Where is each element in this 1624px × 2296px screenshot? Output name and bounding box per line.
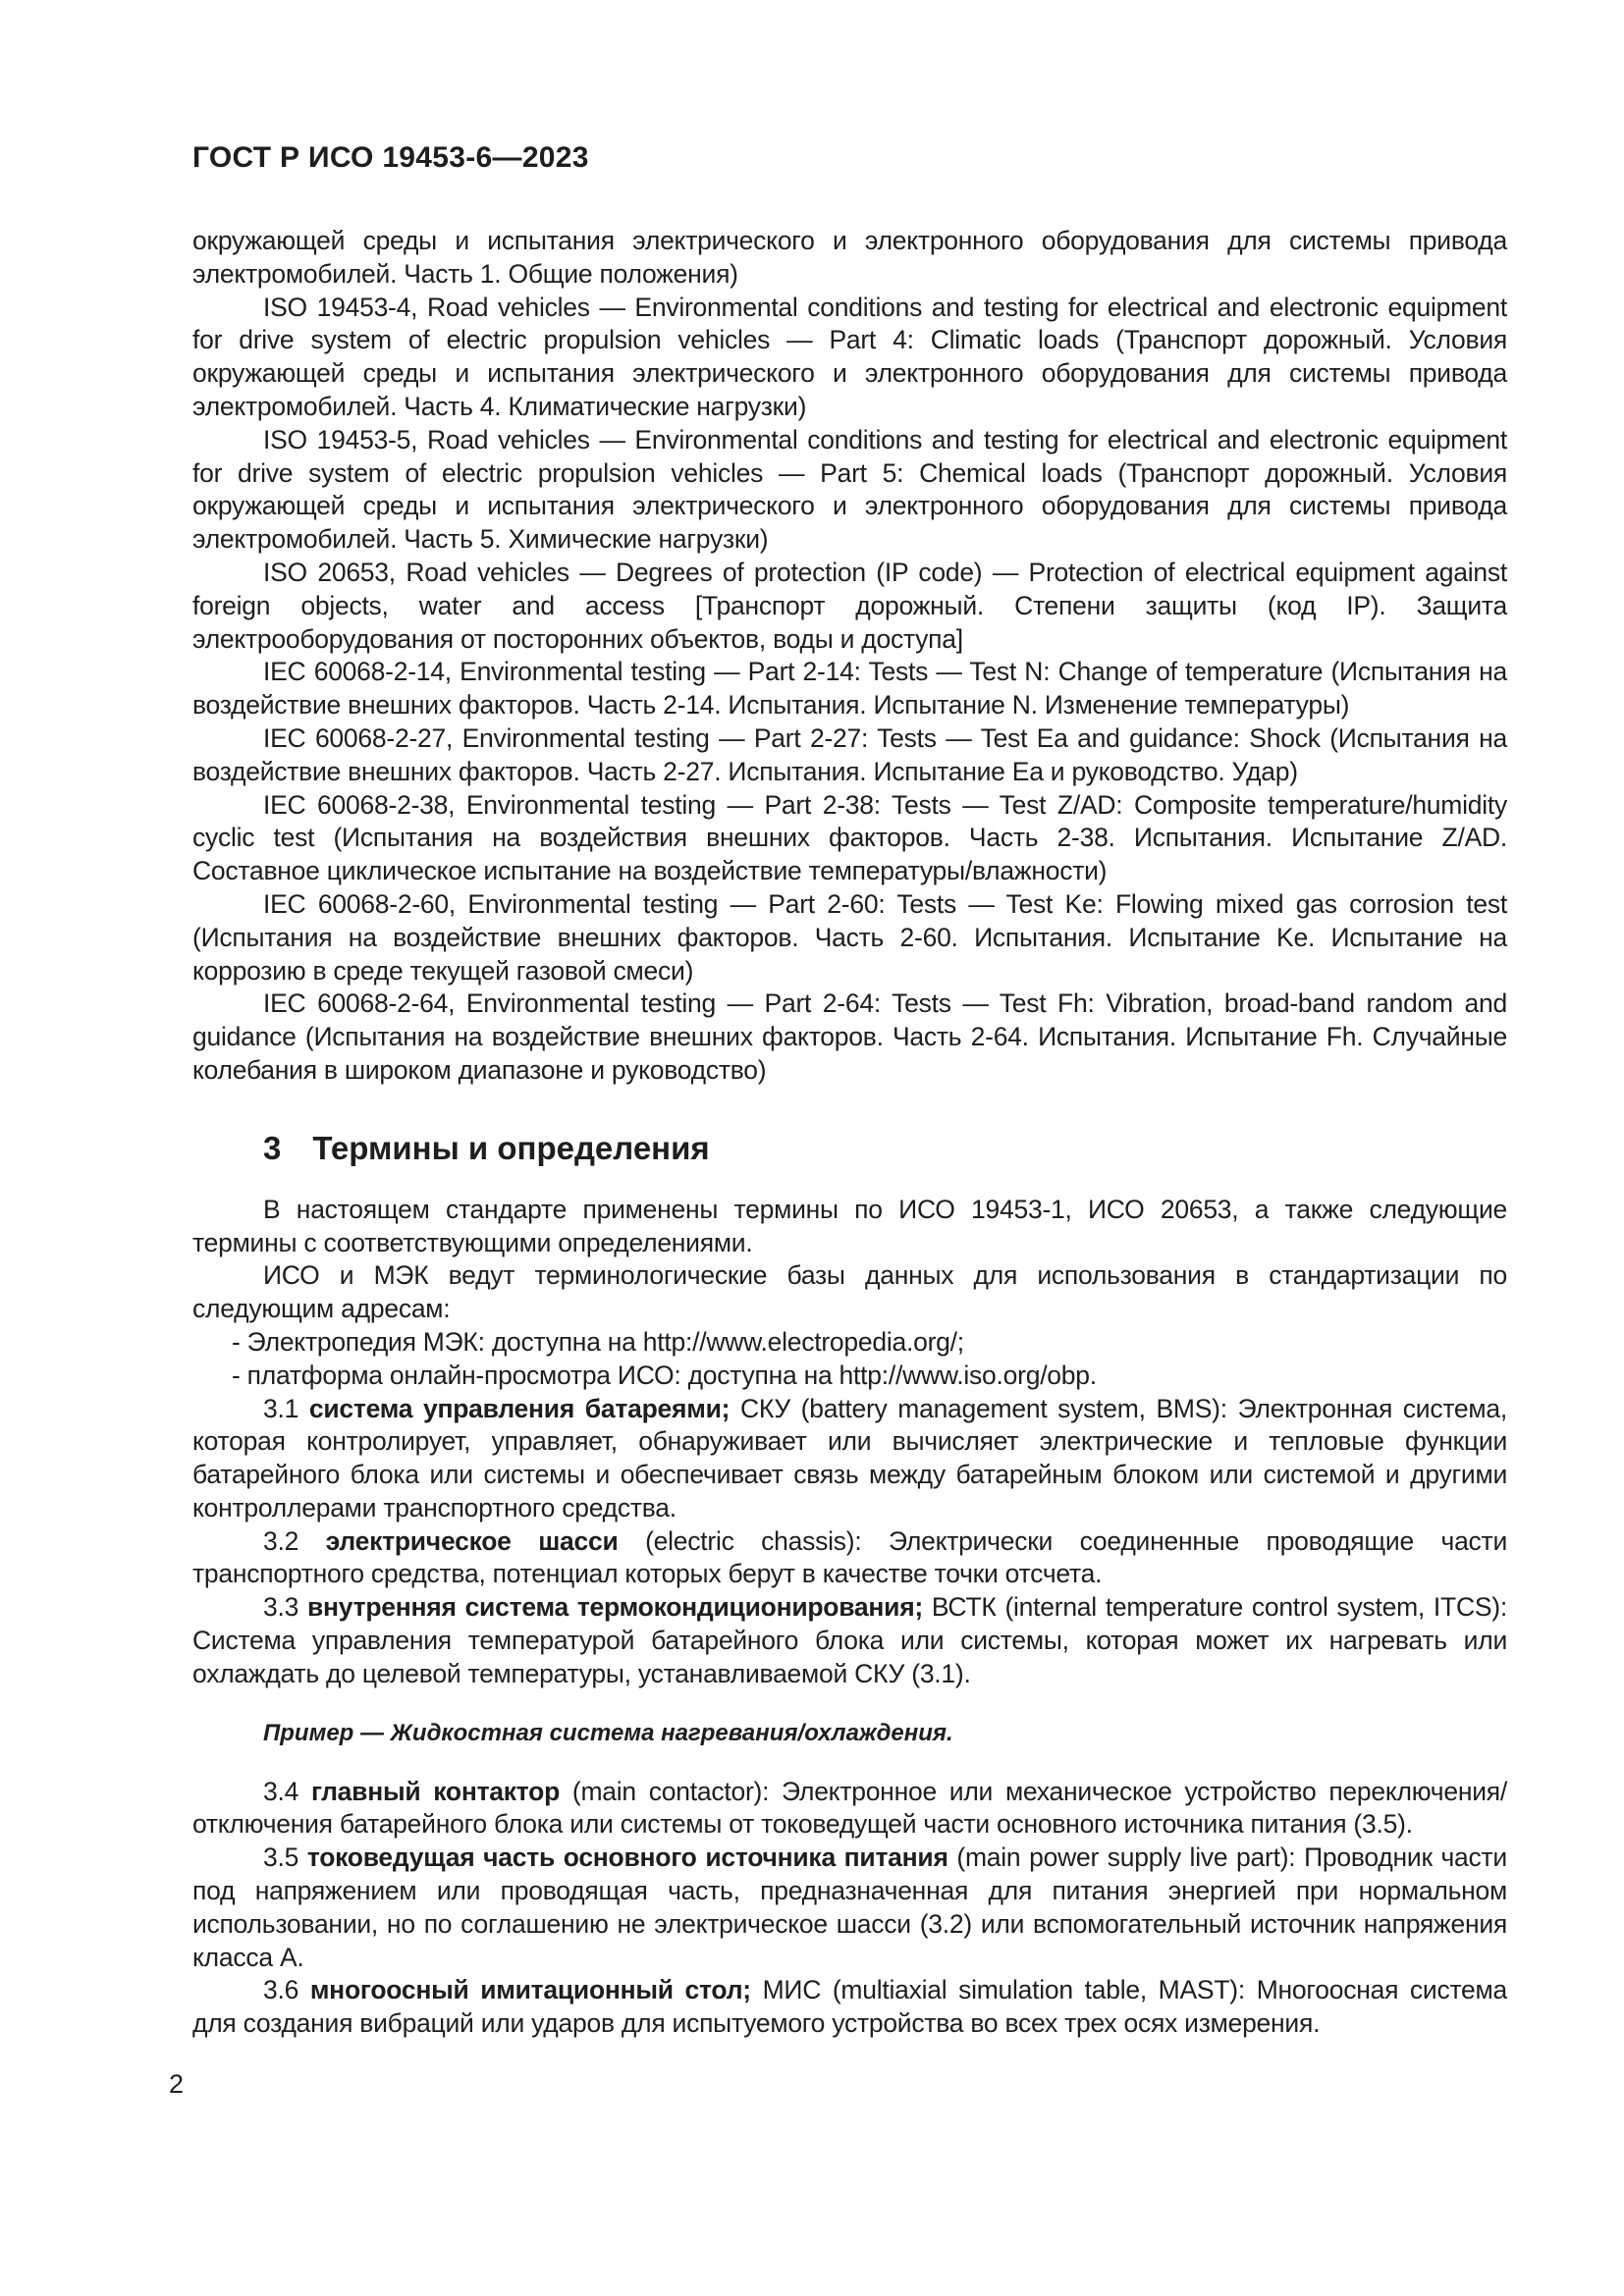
reference-paragraph: IEC 60068-2-60, Environmental testing — Part 2-60: Tests — Test Ke: Flowing mixed gas corrosion test (Испытания на воздействие внешних факторов. Часть 2-60. Испытания. Испытание Ke. Испытание на коррозию в среде текущей газовой смеси) [192, 888, 1507, 986]
term-number: 3.3 [263, 1592, 299, 1623]
term-text: МИС (multiaxial simulation table, MAST): Многоосная система для создания вибраций или ударов для испытуемого устройства во всех трех осях измерения. [192, 1975, 1507, 2039]
term-text: (electric chassis): Электрически соединенные проводящие части транспортного средства, потенциал которых берут в качестве точки отсчета. [192, 1525, 1507, 1589]
reference-paragraph: IEC 60068-2-64, Environmental testing — Part 2-64: Tests — Test Fh: Vibration, broad-band random and guidance (Испытания на воздействие внешних факторов. Часть 2-64. Испытания. Испытание Fh. Случайные колебания в широком диапазоне и руководство) [192, 988, 1507, 1085]
section-number: 3 [263, 1129, 282, 1166]
list-item: - платформа онлайн-просмотра ИСО: доступна на http://www.iso.org/obp. [232, 1360, 1097, 1390]
term-definition [192, 1591, 1507, 1690]
term-definition [192, 1525, 1507, 1592]
reference-paragraph: ISO 19453-5, Road vehicles — Environmental conditions and testing for electrical and electronic equipment for drive system of electric propulsion vehicles — Part 5: Chemical loads (Транспорт дорожный. Условия окружающей среды и испытания электрического и электронного оборудования для системы привода электромобилей. Часть 5. Химические нагрузки) [192, 424, 1507, 555]
term-number: 3.4 [263, 1776, 299, 1806]
reference-paragraph: IEC 60068-2-27, Environmental testing — Part 2-27: Tests — Test Ea and guidance: Shock (Испытания на воздействие внешних факторов. Часть 2-27. Испытания. Испытание Ea и руководство. Удар) [192, 722, 1507, 786]
term-name: главный контактор [310, 1776, 561, 1806]
term-text: (main contactor): Электронное или механическое устройство переключения/отключения батарейного блока или системы от токоведущей части основного источника питания (3.5). [192, 1776, 1507, 1840]
term-number: 3.5 [263, 1842, 299, 1873]
term-text: ВСТК (internal temperature control system, ITCS): Система управления температурой батарейного блока или системы, которая может их нагревать или охлаждать до целевой температуры, устанавливаемой СКУ (3.1). [192, 1592, 1507, 1688]
term-definition [192, 1776, 1507, 1842]
section-title: Термины и определения [312, 1129, 710, 1166]
reference-paragraph: IEC 60068-2-38, Environmental testing — Part 2-38: Tests — Test Z/AD: Composite temperature/humidity cyclic test (Испытания на воздействия внешних факторов. Часть 2-38. Испытания. Испытание Z/AD. Составное циклическое испытание на воздействие температуры/влажности) [192, 789, 1507, 886]
reference-paragraph: IEC 60068-2-14, Environmental testing — Part 2-14: Tests — Test N: Change of temperature (Испытания на воздействие внешних факторов. Часть 2-14. Испытания. Испытание N. Изменение температуры) [192, 657, 1507, 721]
reference-paragraph: ISO 20653, Road vehicles — Degrees of protection (IP code) — Protection of electrical equipment against foreign objects, water and access [Транспорт дорожный. Степени защиты (код IP). Защита электрооборудования от посторонних объектов, воды и доступа] [192, 557, 1507, 654]
example-note: Пример — Жидкостная система нагревания/охлаждения. [263, 1719, 953, 1746]
page-header: ГОСТ Р ИСО 19453-6—2023 [192, 141, 589, 174]
term-text: СКУ (battery management system, BMS): Электронная система, которая контролирует, управляет, обнаруживает или вычисляет электрические и тепловые функции батарейного блока или системы и обеспечивает связь между батарейным блоком или системой и другими контроллерами транспортного средства. [192, 1393, 1507, 1522]
term-number: 3.6 [263, 1975, 299, 2005]
term-name: система управления батареями; [308, 1393, 731, 1423]
section-heading [192, 1129, 1507, 1168]
term-number: 3.1 [263, 1393, 299, 1423]
term-name: внутренняя система термокондиционирования; [306, 1592, 923, 1623]
term-definition [192, 1393, 1507, 1525]
list-item: - Электропедия МЭК: доступна на http://www.electropedia.org/; [232, 1326, 964, 1357]
term-name: электрическое шасси [325, 1525, 619, 1556]
reference-paragraph: окружающей среды и испытания электрического и электронного оборудования для системы привода электромобилей. Часть 1. Общие положения) [192, 226, 1507, 289]
reference-paragraph: ISO 19453-4, Road vehicles — Environmental conditions and testing for electrical and electronic equipment for drive system of electric propulsion vehicles — Part 4: Climatic loads (Транспорт дорожный. Условия окружающей среды и испытания электрического и электронного оборудования для системы привода электромобилей. Часть 4. Климатические нагрузки) [192, 292, 1507, 421]
term-name: токоведущая часть основного источника питания [306, 1842, 948, 1873]
term-definition [192, 1842, 1507, 1974]
term-name: многоосный имитационный стол; [309, 1975, 751, 2005]
term-text: (main power supply live part): Проводник части под напряжением или проводящая часть, предназначенная для питания энергией при нормальном использовании, но по соглашению не электрическое шасси (3.2) или вспомогательный источник напряжения класса А. [192, 1842, 1507, 1972]
body-paragraph: ИСО и МЭК ведут терминологические базы данных для использования в стандартизации по следующим адресам: [192, 1260, 1507, 1324]
term-number: 3.2 [263, 1525, 299, 1556]
term-definition [192, 1974, 1507, 2041]
body-paragraph: В настоящем стандарте применены термины по ИСО 19453-1, ИСО 20653, а также следующие термины с соответствующими определениями. [192, 1194, 1507, 1257]
page-number: 2 [169, 2069, 185, 2099]
